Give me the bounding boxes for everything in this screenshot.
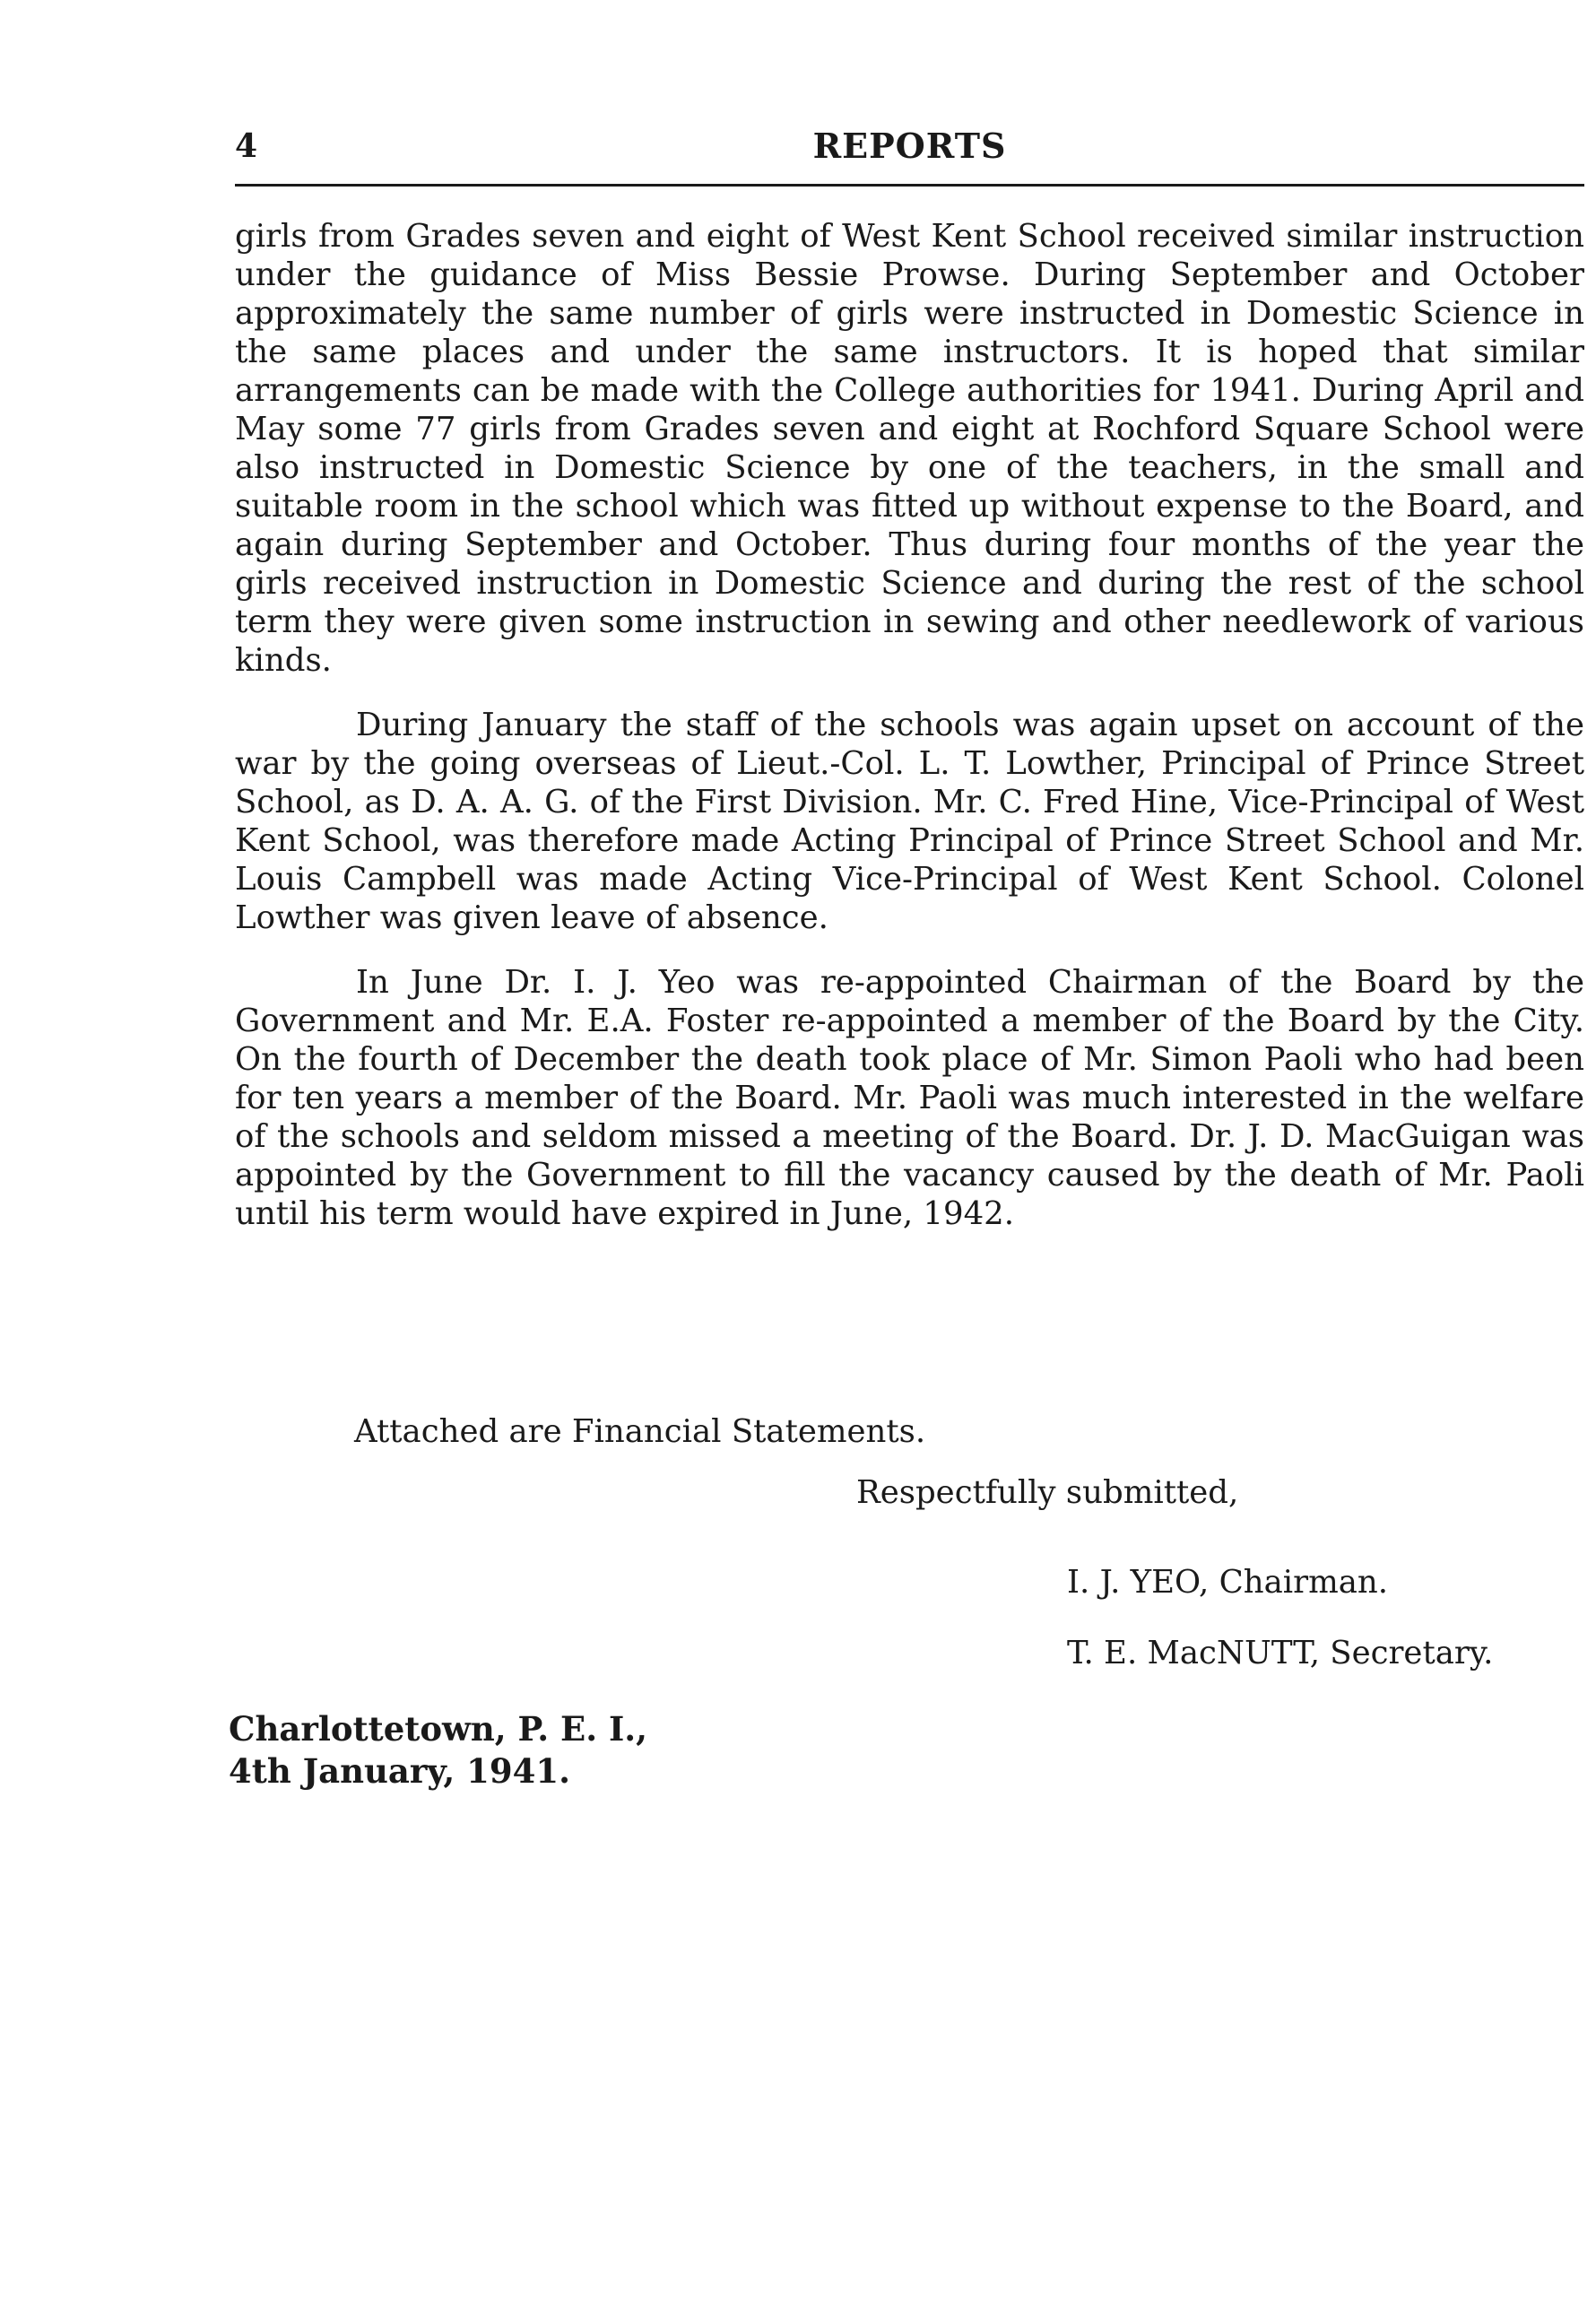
header-rule bbox=[235, 184, 1584, 187]
paragraph-board-changes: In June Dr. I. J. Yeo was re-appointed Chairman of the Board by the Government and Mr. E.A. Foster re-appointed a member of the Board by the City. On the fourth of December the death took place of Mr. Simon Paoli who had been for ten years a member of the Board. Mr. Paoli was much interested in the welfare of the schools and seldom missed a meeting of the Board. Dr. J. D. MacGuigan was appointed by the Government to fill the vacancy caused by the death of Mr. Paoli until his term would have expired in June, 1942. bbox=[235, 964, 1584, 1232]
body-text bbox=[235, 217, 1584, 1259]
attached-statement: Attached are Financial Statements. bbox=[354, 1413, 926, 1450]
signer-secretary: T. E. MacNUTT, Secretary. bbox=[1067, 1635, 1494, 1671]
respectfully-submitted: Respectfully submitted, bbox=[856, 1474, 1239, 1511]
place-date-block bbox=[229, 1708, 647, 1793]
date-line: 4th January, 1941. bbox=[229, 1751, 570, 1791]
page-header bbox=[235, 124, 1584, 178]
place-line: Charlottetown, P. E. I., bbox=[229, 1709, 648, 1749]
paragraph-staff-changes: During January the staff of the schools was again upset on account of the war by the going overseas of Lieut.-Col. L. T. Lowther, Principal of Prince Street School, as D. A. A. G. of the First Division. Mr. C. Fred Hine, Vice-Principal of West Kent School, was therefore made Acting Principal of Prince Street School and Mr. Louis Campbell was made Acting Vice-Principal of West Kent School. Colonel Lowther was given leave of absence. bbox=[235, 707, 1584, 936]
running-head: REPORTS bbox=[812, 126, 1007, 166]
signer-chairman: I. J. YEO, Chairman. bbox=[1067, 1564, 1389, 1601]
paragraph-domestic-science: girls from Grades seven and eight of West Kent School received similar instruction under the guidance of Miss Bessie Prowse. During September and October approximately the same number of girls were instructed in Domestic Science in the same places and under the same instructors. It is hoped that similar arrangements can be made with the College authorities for 1941. During April and May some 77 girls from Grades seven and eight at Rochford Square School were also instructed in Domestic Science by one of the teachers, in the small and suitable room in the school which was fitted up without expense to the Board, and again during September and October. Thus during four months of the year the girls received instruction in Domestic Science and during the rest of the school term they were given some instruction in sewing and other needlework of various kinds. bbox=[235, 218, 1584, 679]
page-number: 4 bbox=[235, 127, 258, 165]
